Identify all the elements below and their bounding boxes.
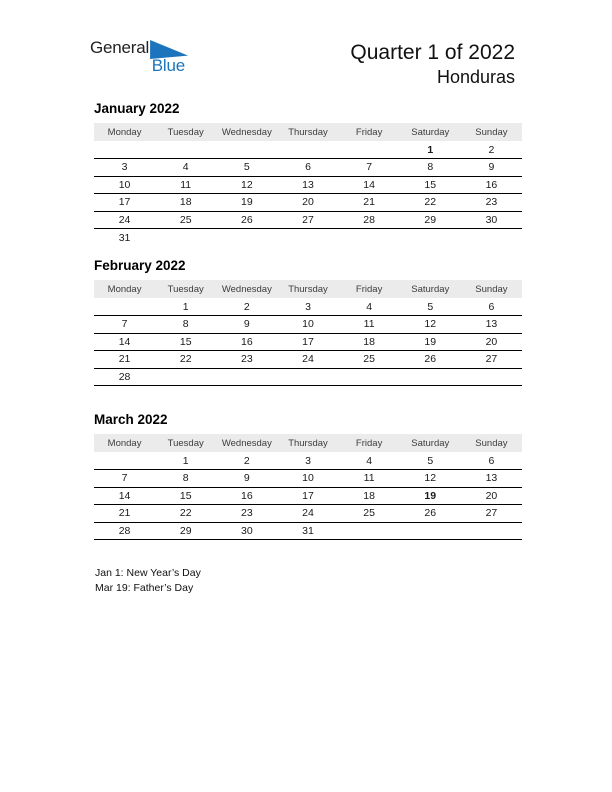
day-cell: 6 [461,452,522,470]
weekday-header-row [94,123,522,141]
day-cell: 1 [155,452,216,470]
month-title: January 2022 [94,101,180,116]
day-cell: 9 [216,316,277,334]
weekday-header: Friday [339,434,400,452]
day-cell: 11 [339,470,400,488]
day-cell: 23 [216,505,277,523]
day-cell: 26 [400,351,461,369]
empty-day-cell [400,229,461,247]
empty-day-cell [461,368,522,386]
weekday-header: Monday [94,434,155,452]
day-cell: 4 [339,298,400,316]
day-cell: 19 [400,487,461,505]
day-cell: 13 [277,176,338,194]
day-cell: 10 [277,470,338,488]
day-cell: 28 [94,522,155,540]
day-cell: 5 [400,452,461,470]
empty-day-cell [94,141,155,159]
day-cell: 8 [155,470,216,488]
day-cell: 15 [400,176,461,194]
day-cell: 10 [94,176,155,194]
day-cell: 11 [155,176,216,194]
day-cell: 12 [216,176,277,194]
empty-day-cell [400,368,461,386]
weekday-header: Thursday [277,123,338,141]
day-cell: 1 [155,298,216,316]
empty-day-cell [155,368,216,386]
day-cell: 14 [94,487,155,505]
day-cell: 29 [155,522,216,540]
month-title: February 2022 [94,258,186,273]
weekday-header: Wednesday [216,434,277,452]
day-cell: 9 [216,470,277,488]
day-cell: 13 [461,470,522,488]
general-blue-logo [90,38,194,74]
month-table [94,280,522,386]
weekday-header: Monday [94,123,155,141]
day-cell: 15 [155,487,216,505]
day-cell: 20 [461,333,522,351]
week-row [94,487,522,505]
empty-day-cell [216,229,277,247]
weekday-header: Wednesday [216,123,277,141]
week-row [94,452,522,470]
day-cell: 28 [94,368,155,386]
empty-day-cell [339,522,400,540]
day-cell: 20 [461,487,522,505]
day-cell: 27 [277,211,338,229]
region-subtitle: Honduras [436,67,515,87]
week-row [94,298,522,316]
empty-day-cell [216,141,277,159]
weekday-header: Friday [339,280,400,298]
day-cell: 27 [461,351,522,369]
empty-day-cell [339,141,400,159]
weekday-header-row [94,280,522,298]
month-calendar [94,258,522,386]
day-cell: 27 [461,505,522,523]
day-cell: 13 [461,316,522,334]
month-table [94,434,522,540]
day-cell: 28 [339,211,400,229]
day-cell: 8 [400,159,461,177]
empty-day-cell [461,522,522,540]
weekday-header: Sunday [461,434,522,452]
weekday-header: Sunday [461,280,522,298]
day-cell: 31 [118,231,131,244]
day-cell: 21 [94,505,155,523]
weekday-header: Thursday [277,280,338,298]
weekday-header: Tuesday [155,280,216,298]
day-cell: 21 [339,194,400,212]
day-cell: 30 [216,522,277,540]
weekday-header: Saturday [400,123,461,141]
day-cell: 14 [94,333,155,351]
day-cell: 17 [94,194,155,212]
empty-day-cell [339,368,400,386]
day-cell: 16 [216,487,277,505]
day-cell: 4 [155,159,216,177]
week-row [94,229,522,247]
day-cell: 14 [339,176,400,194]
day-cell: 24 [94,211,155,229]
day-cell: 25 [339,351,400,369]
week-row [94,368,522,386]
empty-day-cell [277,141,338,159]
quarter-title: Quarter 1 of 2022 [350,41,515,64]
day-cell: 9 [461,159,522,177]
document-header [350,40,515,89]
logo-text-blue: Blue [151,56,185,75]
empty-day-cell [277,368,338,386]
day-cell: 24 [277,351,338,369]
holiday-note: Jan 1: New Year’s Day [95,567,201,579]
day-cell: 18 [339,333,400,351]
empty-day-cell [94,298,155,316]
day-cell: 23 [461,194,522,212]
empty-day-cell [461,229,522,247]
day-cell: 22 [400,194,461,212]
day-cell: 3 [277,298,338,316]
day-cell: 6 [277,159,338,177]
week-row [94,505,522,523]
week-row [94,141,522,159]
day-cell: 3 [94,159,155,177]
day-cell: 2 [216,298,277,316]
day-cell: 16 [461,176,522,194]
day-cell: 15 [155,333,216,351]
month-calendar [94,101,522,246]
day-cell: 17 [277,487,338,505]
day-cell: 22 [155,505,216,523]
day-cell: 25 [339,505,400,523]
holiday-note: Mar 19: Father’s Day [95,582,194,594]
day-cell: 8 [155,316,216,334]
day-cell: 6 [461,298,522,316]
day-cell: 2 [216,452,277,470]
day-cell: 12 [400,470,461,488]
week-row [94,159,522,177]
week-row [94,316,522,334]
weekday-header: Friday [339,123,400,141]
weekday-header-row [94,434,522,452]
empty-day-cell [94,452,155,470]
weekday-header: Monday [94,280,155,298]
month-title: March 2022 [94,412,168,427]
week-row [94,351,522,369]
weekday-header: Sunday [461,123,522,141]
logo-text-general: General [90,38,150,57]
day-cell: 18 [155,194,216,212]
empty-day-cell [155,229,216,247]
day-cell: 19 [400,333,461,351]
day-cell: 30 [461,211,522,229]
day-cell: 2 [461,141,522,159]
day-cell: 7 [94,470,155,488]
day-cell: 19 [216,194,277,212]
week-row [94,176,522,194]
day-cell: 29 [400,211,461,229]
day-cell: 11 [339,316,400,334]
day-cell: 7 [339,159,400,177]
week-row [94,470,522,488]
day-cell: 4 [339,452,400,470]
day-cell: 20 [277,194,338,212]
weekday-header: Saturday [400,434,461,452]
day-cell: 31 [277,522,338,540]
empty-day-cell [155,141,216,159]
week-row [94,522,522,540]
day-cell: 22 [155,351,216,369]
week-row [94,211,522,229]
week-row [94,333,522,351]
weekday-header: Saturday [400,280,461,298]
day-cell: 25 [155,211,216,229]
day-cell: 7 [94,316,155,334]
day-cell: 21 [94,351,155,369]
footer-notes [95,566,201,596]
day-cell: 24 [277,505,338,523]
day-cell: 5 [400,298,461,316]
month-table [94,123,522,246]
empty-day-cell [400,522,461,540]
day-cell: 10 [277,316,338,334]
week-row [94,194,522,212]
day-cell: 18 [339,487,400,505]
weekday-header: Wednesday [216,280,277,298]
day-cell: 1 [400,141,461,159]
empty-day-cell [216,368,277,386]
empty-day-cell [277,229,338,247]
weekday-header: Thursday [277,434,338,452]
day-cell: 26 [216,211,277,229]
day-cell: 23 [216,351,277,369]
weekday-header: Tuesday [155,434,216,452]
month-calendar [94,412,522,540]
day-cell: 3 [277,452,338,470]
empty-day-cell [339,229,400,247]
day-cell: 12 [400,316,461,334]
day-cell: 17 [277,333,338,351]
day-cell: 16 [216,333,277,351]
weekday-header: Tuesday [155,123,216,141]
day-cell: 5 [216,159,277,177]
day-cell: 26 [400,505,461,523]
